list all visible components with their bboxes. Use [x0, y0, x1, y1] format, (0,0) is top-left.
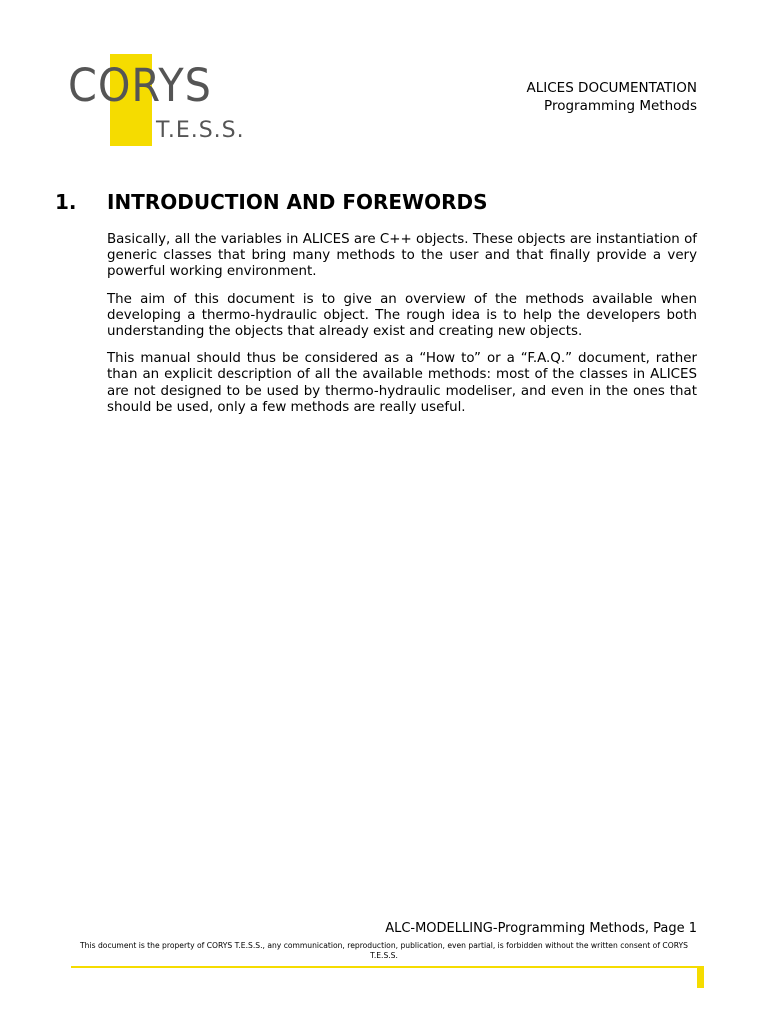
- page-footer-label: ALC-MODELLING-Programming Methods, Page 1: [385, 921, 697, 936]
- section-title: INTRODUCTION AND FOREWORDS: [107, 190, 488, 214]
- logo-wordmark: CORYS: [68, 59, 212, 112]
- footer-rule-end: [697, 966, 704, 988]
- footer-rule: [71, 966, 704, 968]
- document-header: [527, 79, 698, 115]
- paragraph: Basically, all the variables in ALICES are C++ objects. These objects are instantiation of generic classes that bring many methods to the user and that finally provide a very powerful working environment.: [107, 232, 697, 280]
- paragraph: The aim of this document is to give an overview of the methods available when developing a thermo-hydraulic object. The rough idea is to help the developers both understanding the objects that already exist and creating new objects.: [107, 291, 697, 340]
- section-number: 1.: [55, 190, 77, 214]
- legal-notice: This document is the property of CORYS T.E.S.S., any communication, reproduction, publication, even partial, is forbidden without the written consent of CORYS T.E.S.S.: [80, 941, 688, 960]
- header-title: ALICES DOCUMENTATION: [526, 80, 697, 96]
- paragraph: This manual should thus be considered as a “How to” or a “F.A.Q.” document, rather than an explicit description of all the available methods: most of the classes in ALICES are not designed to be used by thermo-hydraulic modeliser, and even in the ones that should be used, only a few methods are really useful.: [107, 351, 697, 415]
- body-text: [107, 232, 697, 427]
- logo-subtitle: T.E.S.S.: [156, 118, 245, 143]
- header-subtitle: Programming Methods: [544, 98, 697, 114]
- section-heading: [55, 190, 488, 214]
- corys-logo: [68, 52, 248, 148]
